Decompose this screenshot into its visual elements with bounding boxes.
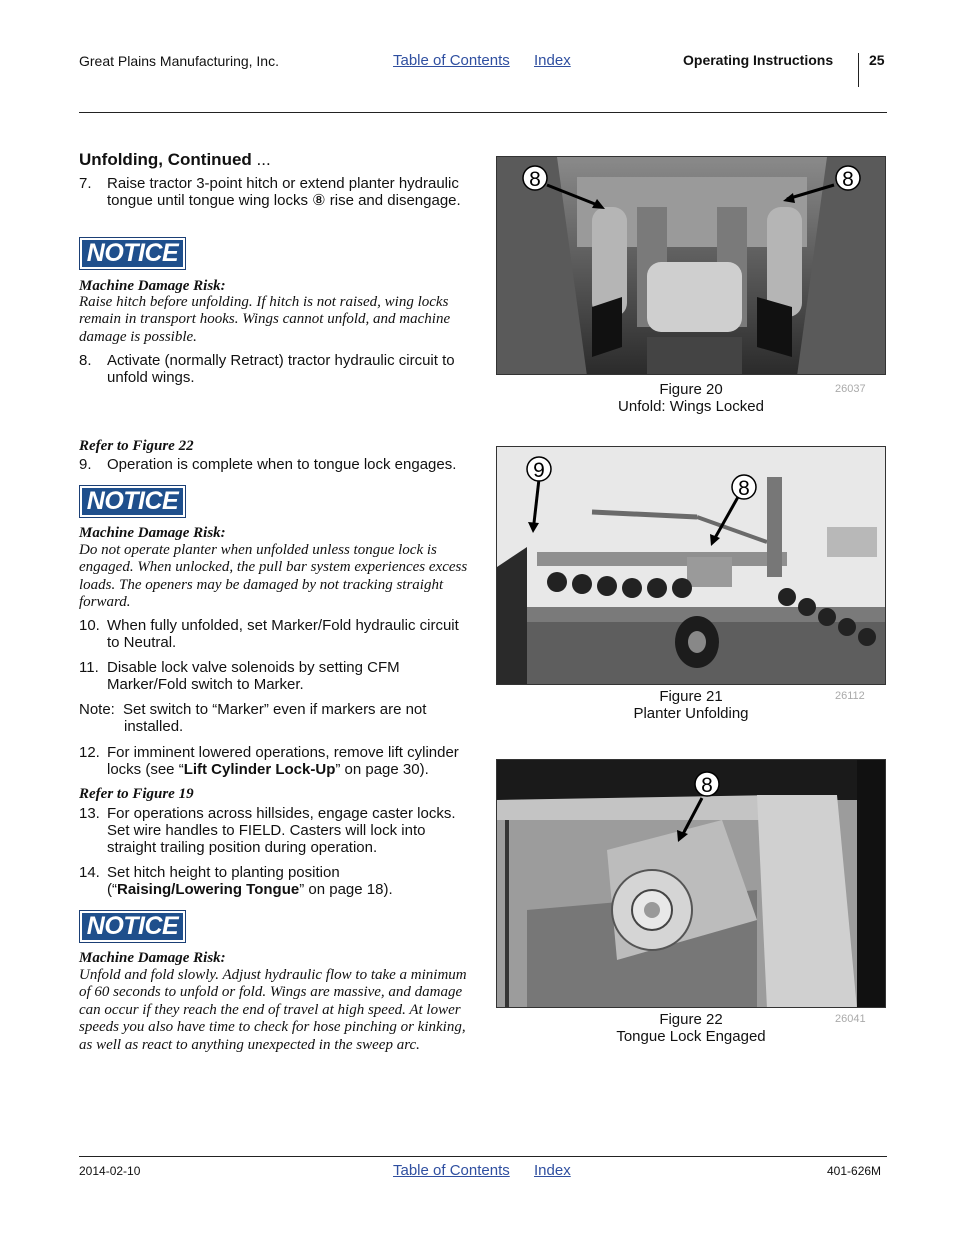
figure-label: Figure 21: [659, 688, 723, 705]
figure-caption: Planter Unfolding: [633, 705, 749, 722]
callout-label: 9: [533, 459, 545, 482]
callout-label: 8: [738, 477, 750, 500]
note-text: Set switch to “Marker” even if markers are not installed.: [123, 701, 427, 735]
cross-reference: Lift Cylinder Lock-Up: [183, 761, 336, 778]
step-14: [79, 864, 471, 900]
notice-badge-1: [79, 237, 186, 270]
figure-20-number: 26037: [835, 383, 866, 395]
figure-21-photo: [496, 446, 886, 685]
notice-label: NOTICE: [82, 913, 183, 940]
figure-label: Figure 22: [659, 1011, 723, 1028]
figure-21-caption: [496, 688, 886, 722]
step-text-part: Set hitch height to planting position (“: [107, 864, 340, 898]
step-9: [79, 456, 471, 474]
figure-label: Figure 20: [659, 381, 723, 398]
notice-1-title: Machine Damage Risk:: [79, 278, 226, 294]
figure-20-photo: [496, 156, 886, 375]
step-number: 12.: [79, 744, 100, 761]
notice-2-body: Do not operate planter when unfolded unless tongue lock is engaged. When unlocked, the pull bar system experiences excess loads. The openers may be damaged by not tracking straight forward.: [79, 542, 468, 611]
footer-date: 2014-02-10: [79, 1164, 141, 1178]
callout-label: 8: [842, 168, 854, 191]
step-text-part: For imminent lowered operations, remove lift cylinder locks (see “: [107, 744, 459, 778]
step-number: 8.: [79, 352, 92, 369]
notice-badge-2: [79, 485, 186, 518]
notice-1-body: Raise hitch before unfolding. If hitch is not raised, wing locks remain in transport hooks. Wings cannot unfold, and machine damage is possible.: [79, 294, 451, 345]
callout-label: 8: [529, 168, 541, 191]
step-13: [79, 805, 471, 857]
cross-reference: Raising/Lowering Tongue: [117, 881, 300, 898]
figure-20-caption: [496, 381, 886, 415]
notice-3-title: Machine Damage Risk:: [79, 950, 226, 966]
figure-22-number: 26041: [835, 1013, 866, 1025]
step-text-part: ” on page 18).: [299, 881, 393, 898]
step-text: Disable lock valve solenoids by setting CFM Marker/Fold switch to Marker.: [107, 659, 400, 693]
figure-caption: Tongue Lock Engaged: [616, 1028, 766, 1045]
refer-figure-19: Refer to Figure 19: [79, 786, 194, 802]
step-12: [79, 744, 471, 780]
callout-label: 8: [701, 774, 713, 797]
section-heading: [79, 150, 271, 170]
step-text: Raise tractor 3-point hitch or extend planter hydraulic tongue until tongue wing locks ⑧ rise and disengage.: [107, 175, 461, 209]
step-text: [107, 744, 471, 778]
step-10: [79, 617, 471, 653]
step-text-part: ” on page 30).: [335, 761, 429, 778]
company-name: Great Plains Manufacturing, Inc.: [79, 53, 279, 69]
step-number: 13.: [79, 805, 100, 822]
notice-2-title: Machine Damage Risk:: [79, 525, 226, 541]
step-number: 14.: [79, 864, 100, 881]
section-heading-text: Unfolding, Continued: [79, 150, 252, 169]
step-text: For operations across hillsides, engage caster locks. Set wire handles to FIELD. Casters will lock into straight trailing position during operation.: [107, 805, 456, 856]
figure-22-photo: [496, 759, 886, 1008]
index-link-footer[interactable]: Index: [534, 1162, 571, 1179]
header-rule: [79, 112, 887, 113]
section-title: Operating Instructions: [683, 52, 834, 68]
notice-label: NOTICE: [82, 488, 183, 515]
step-number: 7.: [79, 175, 92, 192]
step-number: 9.: [79, 456, 92, 473]
note-label: Note:: [79, 701, 115, 718]
step-text: Operation is complete when to tongue lock engages.: [107, 456, 457, 473]
step-number: 11.: [79, 659, 99, 676]
refer-figure-22: Refer to Figure 22: [79, 438, 194, 454]
figure-caption: Unfold: Wings Locked: [618, 398, 764, 415]
document-number: 401-626M: [827, 1164, 882, 1178]
tongue-lock-illustration: [497, 760, 886, 1008]
notice-badge-3: [79, 910, 186, 943]
notice-label: NOTICE: [82, 240, 183, 267]
step-text: Activate (normally Retract) tractor hydraulic circuit to unfold wings.: [107, 352, 455, 386]
step-text: [107, 864, 471, 898]
footer-rule: [79, 1156, 887, 1157]
step-number: 10.: [79, 617, 100, 634]
index-link-header[interactable]: Index: [534, 52, 571, 69]
step-11: [79, 659, 471, 695]
header-divider: [858, 53, 859, 87]
wing-lock-illustration: [497, 157, 886, 375]
step-7: [79, 175, 471, 227]
page-number: 25: [869, 52, 885, 68]
step-8: [79, 352, 471, 388]
planter-unfolding-illustration: [497, 447, 886, 685]
step-text: When fully unfolded, set Marker/Fold hydraulic circuit to Neutral.: [107, 617, 459, 651]
section-heading-suffix: ...: [256, 150, 271, 169]
figure-22-caption: [496, 1011, 886, 1045]
toc-link-footer[interactable]: Table of Contents: [393, 1162, 510, 1179]
notice-3-body: Unfold and fold slowly. Adjust hydraulic flow to take a minimum of 60 seconds to unfold or fold. Wings are massive, and damage can occur if they reach the end of travel at high speed. At lower speeds you also have time to check for hose pinching or kinking, as well as react to anything unexpected in the sweep arc.: [79, 967, 467, 1053]
toc-link-header[interactable]: Table of Contents: [393, 52, 510, 69]
figure-21-number: 26112: [835, 690, 865, 702]
